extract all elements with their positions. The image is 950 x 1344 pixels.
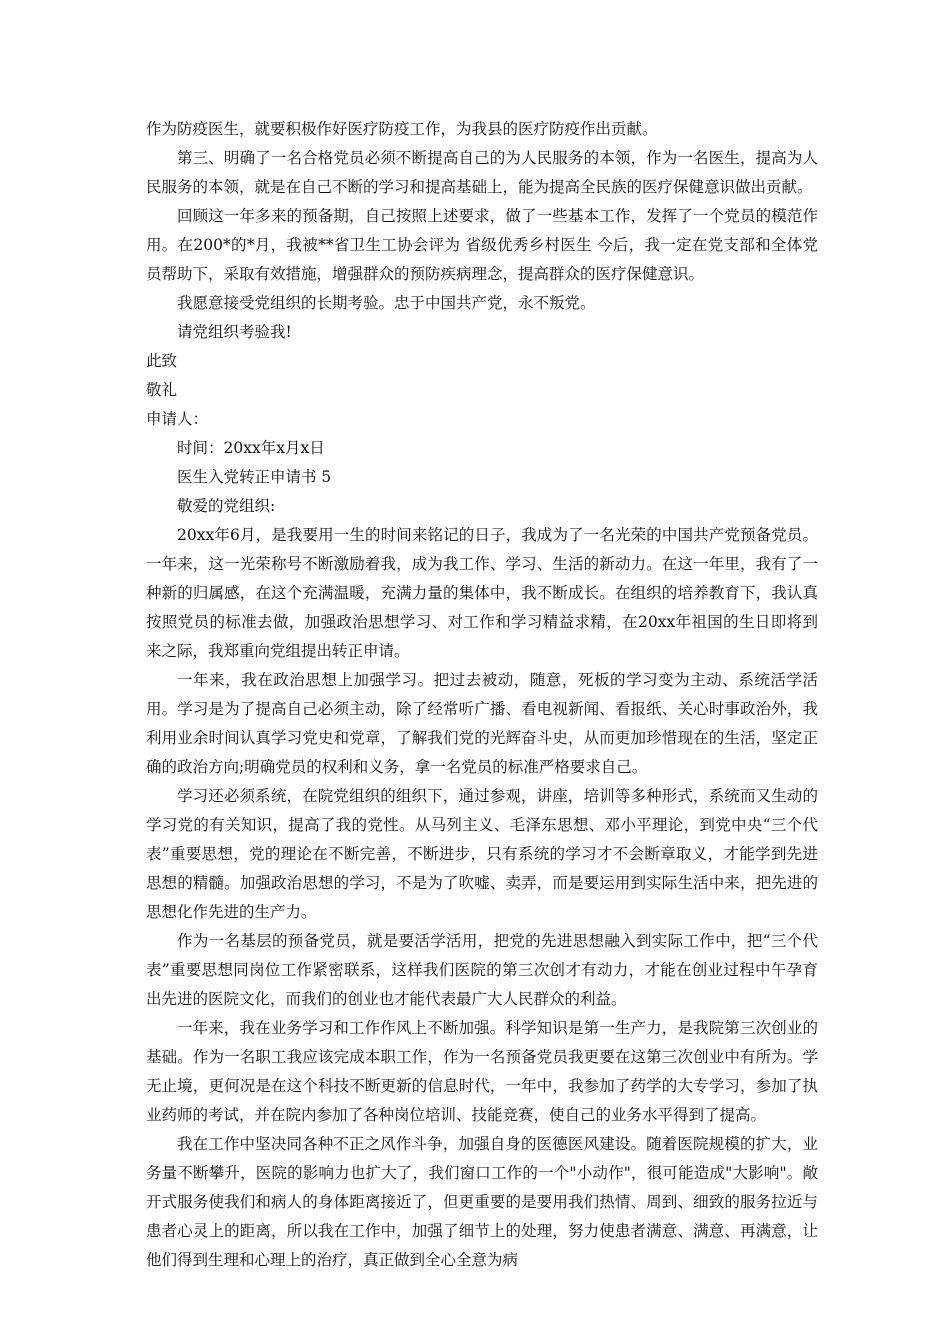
paragraph: 第三、明确了一名合格党员必须不断提高自己的为人民服务的本领，作为一名医生，提高为人民服务的本领，就是在自己不断的学习和提高基础上，能为提高全民族的医疗保健意识做出贡献。 [146, 149, 818, 196]
document-body [146, 115, 818, 1275]
paragraph: 此致 [146, 352, 178, 370]
paragraph: 医生入党转正申请书 5 [177, 468, 332, 486]
paragraph: 一年来，我在业务学习和工作作风上不断加强。科学知识是第一生产力，是我院第三次创业的基础。作为一名职工我应该完成本职工作，作为一名预备党员我更要在这第三次创业中有所为。学无止境，更何况是在这个科技不断更新的信息时代，一年中，我参加了药学的大专学习，参加了执业药师的考试，并在院内参加了各种岗位培训、技能竞赛，使自己的业务水平得到了提高。 [146, 1019, 818, 1124]
paragraph: 我在工作中坚决同各种不正之风作斗争，加强自身的医德医风建设。随着医院规模的扩大，业务量不断攀升，医院的影响力也扩大了，我们窗口工作的一个"小动作"，很可能造成"大影响"。敞开式服务使我们和病人的身体距离接近了，但更重要的是要用我们热情、周到、细致的服务拉近与患者心灵上的距离，所以我在工作中，加强了细节上的处理，努力使患者满意、满意、再满意，让他们得到生理和心理上的治疗，真正做到全心全意为病 [146, 1135, 818, 1269]
paragraph: 敬礼 [146, 381, 178, 399]
paragraph: 作为一名基层的预备党员，就是要活学活用，把党的先进思想融入到实际工作中，把“三个代表”重要思想同岗位工作紧密联系，这样我们医院的第三次创才有动力，才能在创业过程中午孕育出先进的医院文化，而我们的创业也才能代表最广大人民群众的利益。 [146, 932, 818, 1008]
paragraph: 一年来，我在政治思想上加强学习。把过去被动，随意，死板的学习变为主动、系统活学活用。学习是为了提高自己必须主动，除了经常听广播、看电视新闻、看报纸、关心时事政治外，我利用业余时间认真学习党史和党章，了解我们党的光辉奋斗史，从而更加珍惜现在的生活，坚定正确的政治方向;明确党员的权利和义务，拿一名党员的标准严格要求自己。 [146, 671, 818, 776]
paragraph: 申请人： [146, 410, 209, 428]
paragraph: 学习还必须系统，在院党组织的组织下，通过参观，讲座，培训等多种形式，系统而又生动的学习党的有关知识，提高了我的党性。从马列主义、毛泽东思想、邓小平理论，到党中央“三个代表”重要思想，党的理论在不断完善，不断进步，只有系统的学习才不会断章取义，才能学到先进思想的精髓。加强政治思想的学习，不是为了吹嘘、卖弄，而是要运用到实际生活中来，把先进的思想化作先进的生产力。 [146, 787, 818, 921]
paragraph: 时间：20xx年x月x日 [177, 439, 325, 457]
paragraph: 我愿意接受党组织的长期考验。忠于中国共产党，永不叛党。 [177, 294, 596, 312]
paragraph: 回顾这一年多来的预备期，自己按照上述要求，做了一些基本工作，发挥了一个党员的模范作用。在200*的*月，我被**省卫生工协会评为 省级优秀乡村医生 今后，我一定在党支部和全体党员帮助下，采取有效措施，增强群众的预防疾病理念，提高群众的医疗保健意识。 [146, 207, 818, 283]
paragraph: 20xx年6月，是我要用一生的时间来铭记的日子，我成为了一名光荣的中国共产党预备党员。一年来，这一光荣称号不断激励着我，成为我工作、学习、生活的新动力。在这一年里，我有了一种新的归属感，在这个充满温暖，充满力量的集体中，我不断成长。在组织的培养教育下，我认真按照党员的标准去做，加强政治思想学习、对工作和学习精益求精，在20xx年祖国的生日即将到来之际，我郑重向党组提出转正申请。 [146, 526, 818, 660]
paragraph: 敬爱的党组织: [177, 497, 276, 515]
paragraph: 作为防疫医生，就要积极作好医疗防疫工作，为我县的医疗防疫作出贡献。 [146, 120, 658, 138]
paragraph: 请党组织考验我! [177, 323, 292, 341]
